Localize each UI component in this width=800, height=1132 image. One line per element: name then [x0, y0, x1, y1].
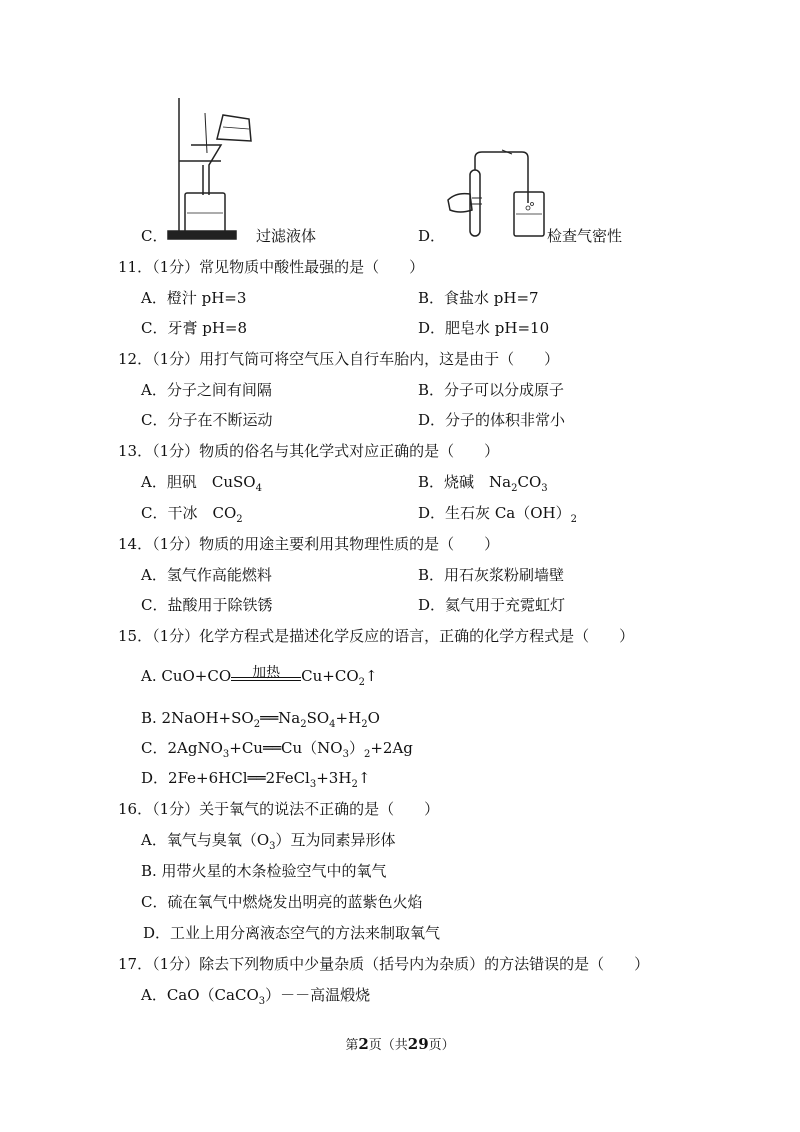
option-a-name: A．胆矾	[141, 473, 197, 491]
equation-right: Cu+CO	[301, 667, 359, 685]
option-d-caption: 检查气密性	[547, 227, 623, 245]
question-12-option-c: C．分子在不断运动	[141, 411, 273, 429]
option-a-formula: CuSO	[211, 473, 256, 491]
question-11-option-d: D．肥皂水 pH=10	[418, 319, 550, 337]
question-15-option-b	[141, 708, 380, 735]
question-11-option-c: C．牙膏 pH=8	[141, 319, 248, 337]
subscript: 3	[269, 841, 276, 852]
gas-arrow: ↑	[365, 667, 378, 685]
question-13-stem: 13．（1分）物质的俗名与其化学式对应正确的是（ ）	[118, 442, 500, 460]
reaction-condition: 加热	[252, 665, 281, 681]
question-14-option-c: C．盐酸用于除铁锈	[141, 596, 273, 614]
question-14-option-a: A．氢气作高能燃料	[141, 566, 272, 584]
subscript: 2	[300, 719, 307, 730]
question-15-option-c	[141, 738, 413, 765]
equation-part: +3H	[316, 769, 352, 787]
option-c-caption: 过滤液体	[256, 227, 317, 245]
option-text: ）互为同素异形体	[275, 831, 396, 849]
total-pages: 29	[407, 1035, 429, 1053]
question-16-option-b: B. 用带火星的木条检验空气中的氧气	[141, 862, 387, 880]
question-17-stem: 17．（1分）除去下列物质中少量杂质（括号内为杂质）的方法错误的是（ ）	[118, 955, 650, 973]
subscript: 4	[329, 719, 336, 730]
equation-part: D．2Fe+6HCl══2FeCl	[141, 769, 310, 787]
option-d-label: D．	[418, 227, 446, 245]
subscript: 2	[363, 749, 371, 760]
question-11-option-b: B．食盐水 pH=7	[418, 289, 539, 307]
equation-part: +2Ag	[370, 739, 413, 757]
subscript: 3	[541, 483, 548, 494]
option-c-label: C．	[141, 227, 168, 245]
subscript: 4	[255, 483, 262, 494]
question-14-option-b: B．用石灰浆粉刷墙壁	[418, 566, 565, 584]
equation-part: +H	[335, 709, 362, 727]
footer-text: 页）	[428, 1038, 455, 1053]
question-11-stem: 11．（1分）常见物质中酸性最强的是（ ）	[118, 258, 425, 276]
airtightness-check-image	[442, 148, 547, 243]
option-b-formula-2: CO	[517, 473, 542, 491]
question-16-stem: 16．（1分）关于氧气的说法不正确的是（ ）	[118, 800, 440, 818]
subscript: 3	[258, 996, 266, 1007]
option-c-name: C．干冰	[141, 504, 198, 522]
option-d-name: D．生石灰	[418, 504, 491, 522]
question-17-option-a	[141, 985, 370, 1012]
question-12-option-d: D．分子的体积非常小	[418, 411, 566, 429]
equation-left: A. CuO+CO	[141, 667, 232, 685]
option-b-name: B．烧碱	[418, 473, 475, 491]
question-15-option-a	[141, 666, 378, 693]
equation-part: ）	[348, 739, 364, 757]
subscript: 3	[342, 749, 349, 760]
subscript: 2	[358, 677, 366, 688]
reaction-condition-bar	[231, 667, 301, 687]
option-d-formula: Ca（OH）	[494, 504, 571, 522]
subscript: 2	[236, 514, 243, 525]
option-c-formula: CO	[212, 504, 237, 522]
question-13-option-b	[418, 472, 548, 499]
equation-part: +Cu══Cu（NO	[229, 739, 343, 757]
footer-text: 第	[345, 1038, 359, 1053]
question-11-option-a: A．橙汁 pH=3	[141, 289, 247, 307]
question-13-option-c	[141, 503, 243, 530]
question-12-stem: 12．（1分）用打气筒可将空气压入自行车胎内，这是由于（ ）	[118, 350, 560, 368]
equation-part: O	[367, 709, 380, 727]
equation-part: B. 2NaOH+SO	[141, 709, 254, 727]
gas-arrow: ↑	[357, 769, 371, 787]
subscript: 2	[511, 483, 518, 494]
option-b-formula: Na	[489, 473, 512, 491]
subscript: 2	[351, 779, 358, 790]
filtration-apparatus-image	[165, 95, 260, 243]
equation-part: ══Na	[260, 709, 301, 727]
question-15-stem: 15．（1分）化学方程式是描述化学反应的语言，正确的化学方程式是（ ）	[118, 627, 635, 645]
question-15-option-d	[141, 768, 370, 795]
question-14-stem: 14．（1分）物质的用途主要利用其物理性质的是（ ）	[118, 535, 500, 553]
question-14-option-d: D．氦气用于充霓虹灯	[418, 596, 566, 614]
question-13-option-a	[141, 472, 262, 499]
option-text: A．氧气与臭氧（O	[141, 831, 270, 849]
option-text: A．CaO（CaCO	[141, 986, 259, 1004]
equation-part: C．2AgNO	[141, 739, 223, 757]
subscript: 2	[253, 719, 261, 730]
page-number: 2	[358, 1035, 369, 1053]
option-text: ）－－高温煅烧	[265, 986, 371, 1004]
question-12-option-a: A．分子之间有间隔	[141, 381, 272, 399]
equation-part: SO	[306, 709, 330, 727]
subscript: 3	[222, 749, 230, 760]
question-16-option-c: C．硫在氧气中燃烧发出明亮的蓝紫色火焰	[141, 893, 423, 911]
page-footer	[0, 1034, 800, 1053]
question-16-option-d: D．工业上用分离液态空气的方法来制取氧气	[143, 924, 441, 942]
subscript: 3	[309, 779, 317, 790]
question-13-option-d	[418, 503, 577, 530]
question-16-option-a	[141, 830, 396, 857]
subscript: 2	[570, 514, 577, 525]
footer-text: 页（共	[368, 1038, 408, 1053]
subscript: 2	[361, 719, 368, 730]
question-12-option-b: B．分子可以分成原子	[418, 381, 565, 399]
